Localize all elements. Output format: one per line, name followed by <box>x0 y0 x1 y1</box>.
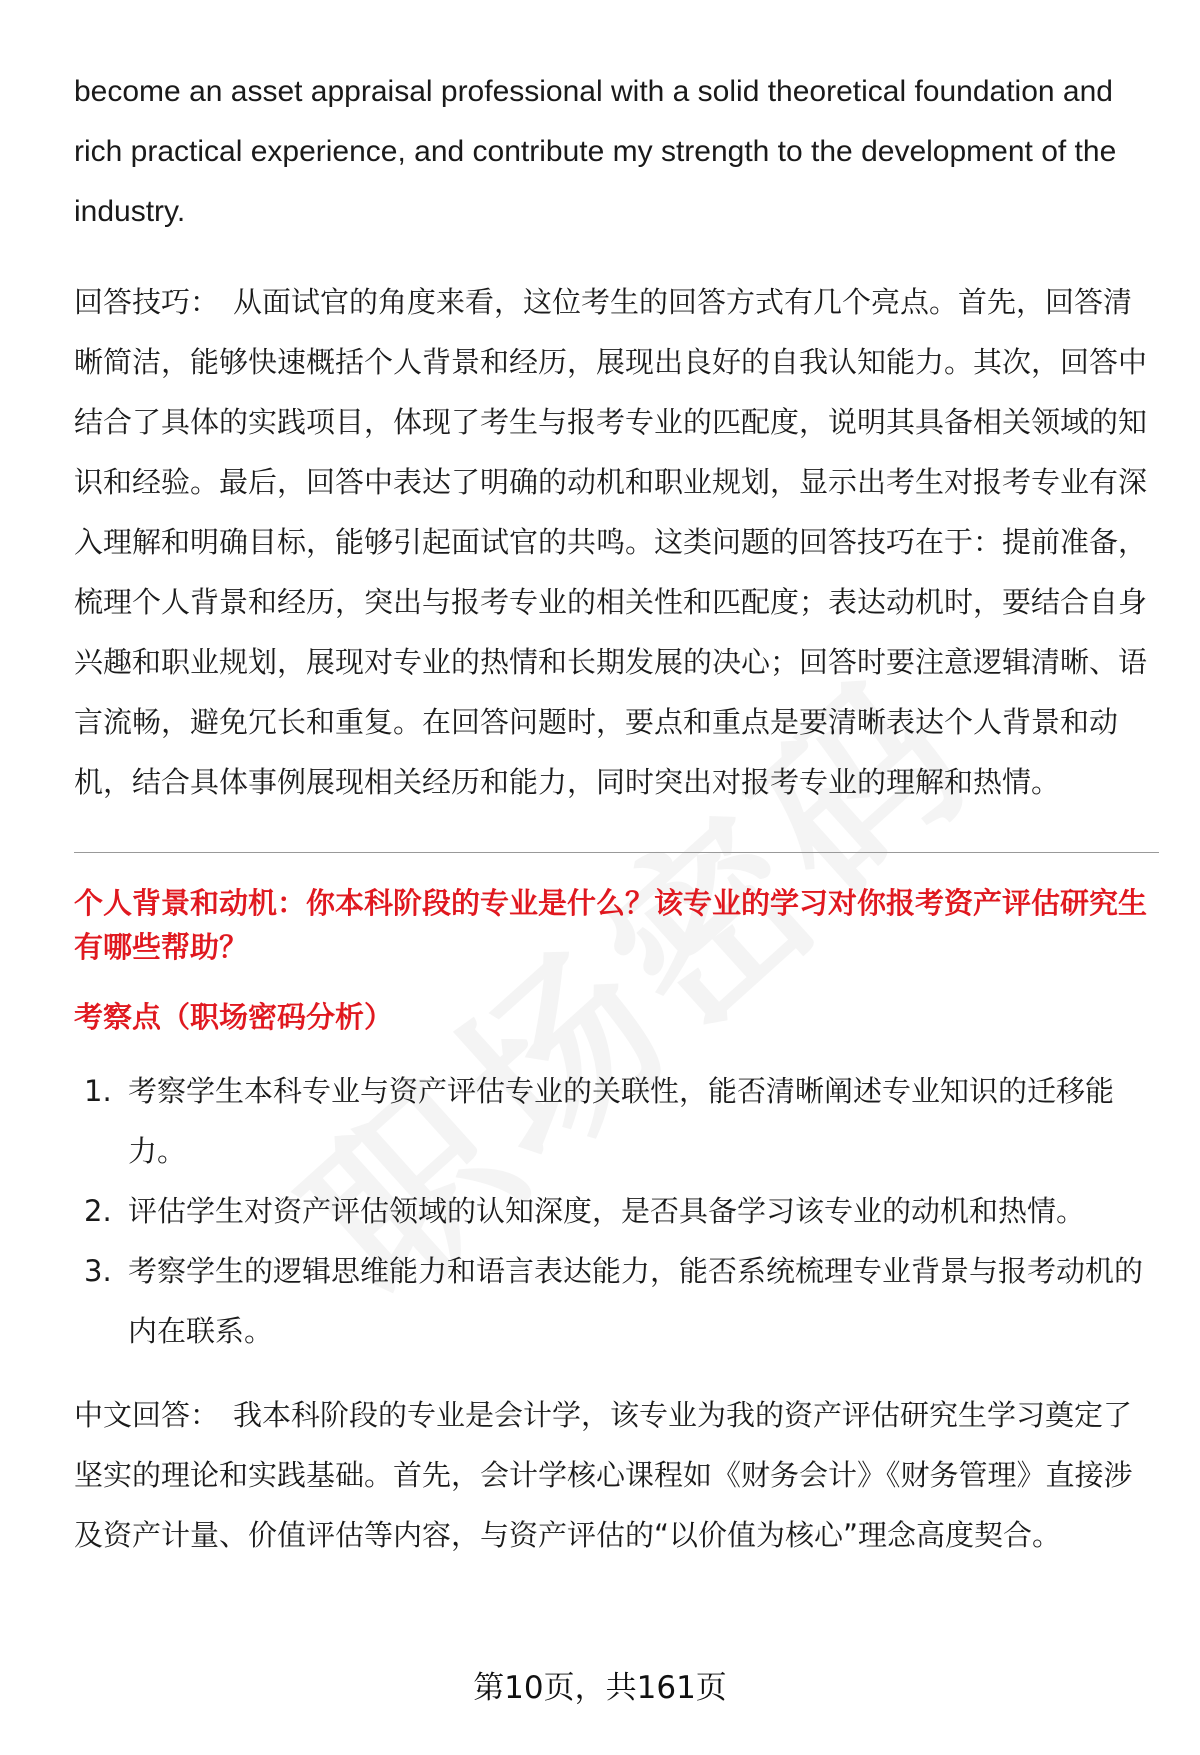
list-item <box>74 1181 1159 1241</box>
assessment-heading: 考察点（职场密码分析） <box>74 1000 394 1034</box>
list-item-text: 评估学生对资产评估领域的认知深度，是否具备学习该专业的动机和热情。 <box>128 1194 1086 1228</box>
list-item <box>74 1061 1159 1181</box>
page-number-footer: 第10页，共161页 <box>473 1670 727 1706</box>
list-item-text: 考察学生本科专业与资产评估专业的关联性，能否清晰阐述专业知识的迁移能力。 <box>128 1074 1115 1168</box>
chinese-answer-label: 中文回答： <box>74 1398 220 1432</box>
answer-tips-paragraph <box>74 272 1159 812</box>
list-item-number: 3. <box>84 1254 112 1288</box>
answer-tips-label: 回答技巧： <box>74 285 220 319</box>
document-page <box>74 62 1159 1565</box>
interview-question: 个人背景和动机：你本科阶段的专业是什么？该专业的学习对你报考资产评估研究生有哪些帮助？ <box>74 886 1148 964</box>
list-item-text: 考察学生的逻辑思维能力和语言表达能力，能否系统梳理专业背景与报考动机的内在联系。 <box>128 1254 1144 1348</box>
assessment-points-list <box>74 1061 1159 1361</box>
section-divider <box>74 852 1159 853</box>
list-item-number: 1. <box>84 1074 112 1108</box>
english-answer-continuation: become an asset appraisal professional with a solid theoretical foundation and rich practical experience, and contribute my strength to the development of the industry. <box>74 75 1117 228</box>
answer-tips-text: 从面试官的角度来看，这位考生的回答方式有几个亮点。首先，回答清晰简洁，能够快速概括个人背景和经历，展现出良好的自我认知能力。其次，回答中结合了具体的实践项目，体现了考生与报考专业的匹配度，说明其具备相关领域的知识和经验。最后，回答中表达了明确的动机和职业规划，显示出考生对报考专业有深入理解和明确目标，能够引起面试官的共鸣。这类问题的回答技巧在于：提前准备，梳理个人背景和经历，突出与报考专业的相关性和匹配度；表达动机时，要结合自身兴趣和职业规划，展现对专业的热情和长期发展的决心；回答时要注意逻辑清晰、语言流畅，避免冗长和重复。在回答问题时，要点和重点是要清晰表达个人背景和动机，结合具体事例展现相关经历和能力，同时突出对报考专业的理解和热情。 <box>74 285 1148 799</box>
chinese-answer-text: 我本科阶段的专业是会计学，该专业为我的资产评估研究生学习奠定了坚实的理论和实践基础。首先，会计学核心课程如《财务会计》《财务管理》直接涉及资产计量、价值评估等内容，与资产评估的“以价值为核心”理念高度契合。 <box>74 1398 1133 1552</box>
list-item-number: 2. <box>84 1194 112 1228</box>
list-item <box>74 1241 1159 1361</box>
chinese-answer-paragraph <box>74 1385 1159 1565</box>
